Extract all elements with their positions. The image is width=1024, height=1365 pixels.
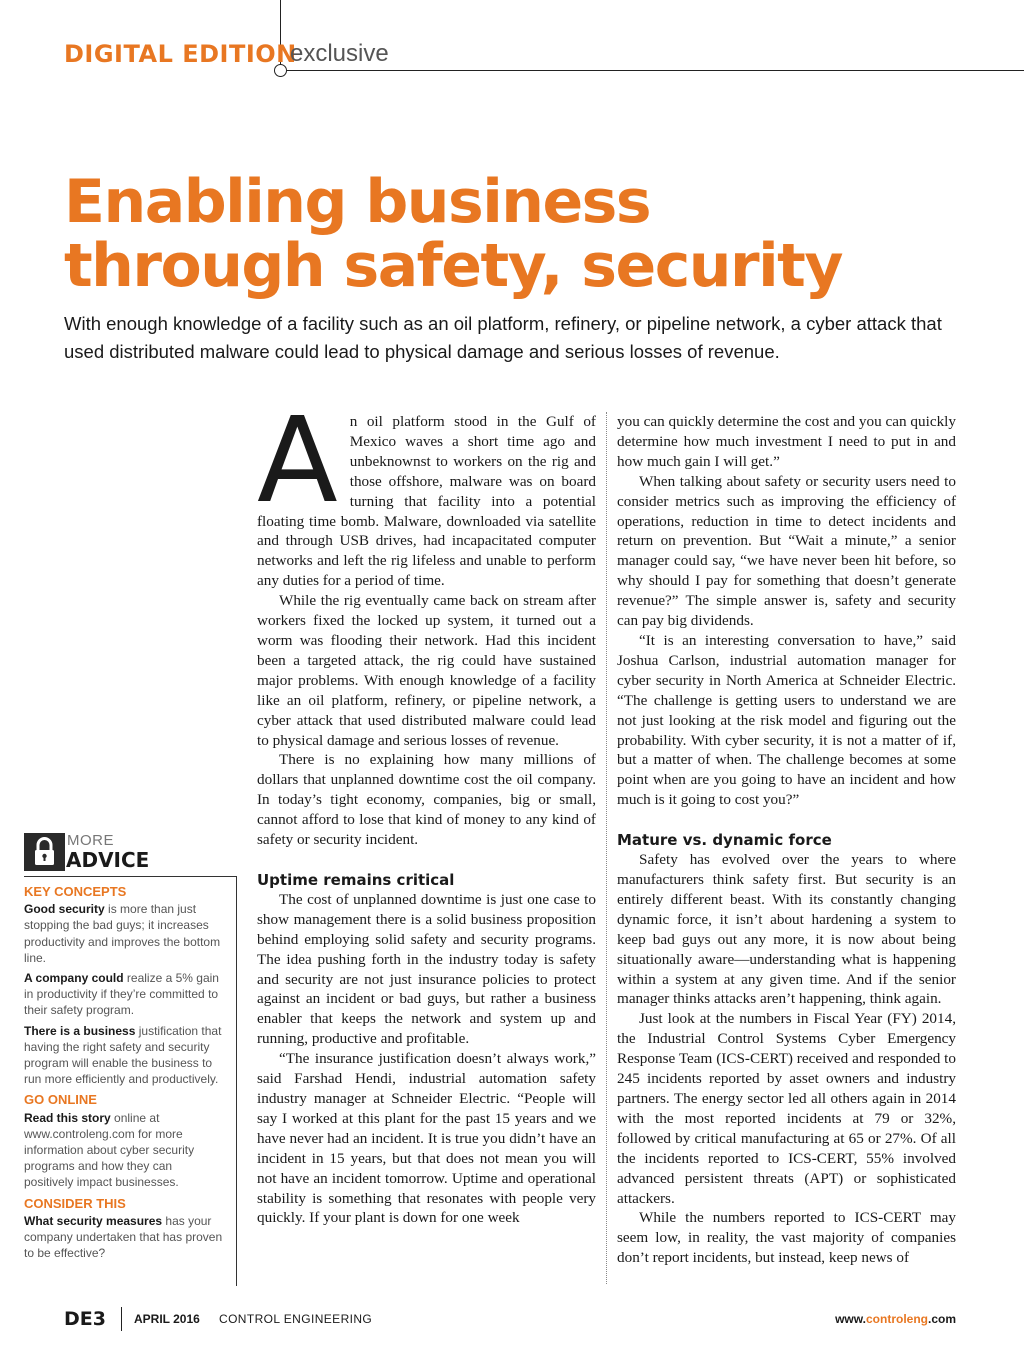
padlock-icon (24, 833, 65, 871)
consider-this-lead: What security measures (24, 1213, 163, 1228)
body-paragraph: you can quickly determine the cost and you can quickly determine how much investment I need to put in and how much gain I will get.” (617, 413, 956, 470)
column-divider (606, 412, 607, 1284)
key-concepts-heading: KEY CONCEPTS (24, 884, 127, 899)
digital-edition-label: DIGITAL EDITION (64, 40, 297, 68)
key-concept-text: is more than just stopping the bad guys; it increases productivity and improves the bottom line. (24, 902, 221, 965)
issue-date: APRIL 2016 (134, 1312, 200, 1326)
body-paragraph: There is no explaining how many millions of dollars that unplanned downtime cost the oil company. In today’s tight economy, companies, big or small, cannot afford to lose that kind of money to any kind of safety or security incident. (257, 751, 596, 849)
key-concept-text: justification that having the right safety and security program will enable the business to run more efficiently and productively. (24, 1023, 222, 1087)
exclusive-label: exclusive (290, 40, 389, 67)
key-concept-text: realize a 5% gain in productivity if they’re committed to their safety program. (24, 971, 219, 1018)
key-concept-lead: There is a business (24, 1023, 136, 1038)
go-online-heading: GO ONLINE (24, 1092, 97, 1108)
article-title (64, 167, 964, 301)
body-paragraph: While the numbers reported to ICS-CERT may seem low, in reality, the vast majority of companies don’t report incidents, but instead, keep news of (617, 1209, 956, 1267)
article-column-1 (257, 391, 596, 1228)
section-heading: Uptime remains critical (257, 870, 455, 889)
more-advice-advice-label: ADVICE (66, 848, 150, 872)
consider-this-item (24, 1213, 224, 1262)
footer-divider (121, 1307, 122, 1331)
page-number: DE3 (64, 1308, 106, 1330)
key-concept-item (24, 901, 224, 966)
body-paragraph: When talking about safety or security users need to consider metrics such as improving the efficiency of operations, reduction in time to detect incidents and return on prevention. But “Wait a minute,” a senior manager could say, “we have never been hit before, so why should I pay for something that doesn’t generate revenue?” The simple answer is, safety and security can pay big dividends. (617, 472, 956, 630)
header-horizontal-rule (287, 70, 1024, 71)
consider-this-heading: CONSIDER THIS (24, 1195, 126, 1211)
key-concept-lead: A company could (24, 971, 124, 986)
url-prefix: www. (835, 1312, 866, 1326)
more-advice-more-label: MORE (67, 832, 114, 849)
body-paragraph: Safety has evolved over the years to where manufacturers think safety first. But security is an entirely different beast. With its constantly changing dynamic force, it isn’t about hardening a system to keep bad guys out any more, it is now about being situationally aware—understanding what is happening within a system at any given time. And if the senior manager thinks attacks aren’t happening, think again. (617, 851, 956, 1008)
article-column-2 (617, 412, 956, 1268)
body-paragraph: “It is an interesting conversation to have,” said Joshua Carlson, industrial automation manager for cyber security in North America at Schneider Electric. “The challenge is getting users to understand we are not just looking at the risk model and figuring out the probability. With cyber security, it is not a matter of if, but a matter of when. The challenge becomes at some point when are you going to have an incident and how much is it going to cost you?” (617, 631, 956, 809)
body-paragraph: While the rig eventually came back on stream after workers fixed the locked up system, it turned out a worm was flooding their network. Had this incident been a targeted attack, the rig could have sustained major problems. With enough knowledge of a facility like an oil platform, refinery, or pipeline network, a cyber attack that used distributed malware could lead to physical damage and serious losses of revenue. (257, 592, 596, 749)
key-concept-lead: Good security (24, 902, 105, 917)
go-online-lead: Read this story (24, 1110, 111, 1125)
url-accent: controleng (865, 1312, 928, 1326)
key-concept-item (24, 970, 224, 1019)
publication-name: CONTROL ENGINEERING (219, 1312, 373, 1326)
go-online-item (24, 1110, 224, 1191)
section-heading: Mature vs. dynamic force (617, 831, 832, 850)
body-paragraph: n oil platform stood in the Gulf of Mexico waves a short time ago and unbeknownst to workers on the rig and those offshore, malware was on board turning that facility into a potential floating time bomb. Malware, downloaded via satellite and through USB drives, had incapacitated computer networks and left the rig lifeless and unable to perform any duties for a period of time. (257, 413, 596, 590)
go-online-text: online at www.controleng.com for more information about cyber security programs and how they can positively impact businesses. (24, 1110, 195, 1190)
website-url[interactable] (835, 1312, 956, 1326)
sidebar-more-advice (24, 884, 224, 1265)
body-paragraph: The cost of unplanned downtime is just one case to show management there is a solid business proposition behind employing solid safety and security programs. The idea pushing forth in the industry today is safety and security are not just insurance policies to protect against an incident or bad guys, but rather a business enabler that keeps the network and system up and running, productive and profitable. (257, 890, 596, 1048)
article-title-line1: Enabling business (64, 167, 651, 237)
body-paragraph: “The insurance justification doesn’t always work,” said Farshad Hendi, industrial automation safety industry manager at Schneider Electric. “People will say I worked at this plant for the past 15 years and we have never had an incident. It is true you didn’t have an incident in 15 years, but that does not mean you will not have an incident tomorrow. Uptime and operational stability is something that resonates with people very quickly. If your plant is down for one week (257, 1050, 596, 1227)
body-paragraph: Just look at the numbers in Fiscal Year (FY) 2014, the Industrial Control Systems Cyber Emergency Response Team (ICS-CERT) received and responded to 245 incidents reported by asset owners and industry partners. The energy sector led all others again in 2014 with the most reported incidents at 79 or 32%, followed by critical manufacturing at 65 or 27%. Of all the incidents reported to ICS-CERT, 55% involved advanced persistent threats (APT) or sophisticated attackers. (617, 1010, 956, 1207)
drop-cap: A (257, 391, 338, 529)
article-deck: With enough knowledge of a facility such as an oil platform, refinery, or pipeline network, a cyber attack that used distributed malware could lead to physical damage and serious losses of revenue. (64, 313, 942, 362)
key-concept-item (24, 1023, 224, 1088)
article-title-line2: through safety, security (64, 231, 842, 301)
consider-this-text: has your company undertaken that has proven to be effective? (24, 1213, 223, 1261)
url-suffix: .com (927, 1312, 956, 1326)
